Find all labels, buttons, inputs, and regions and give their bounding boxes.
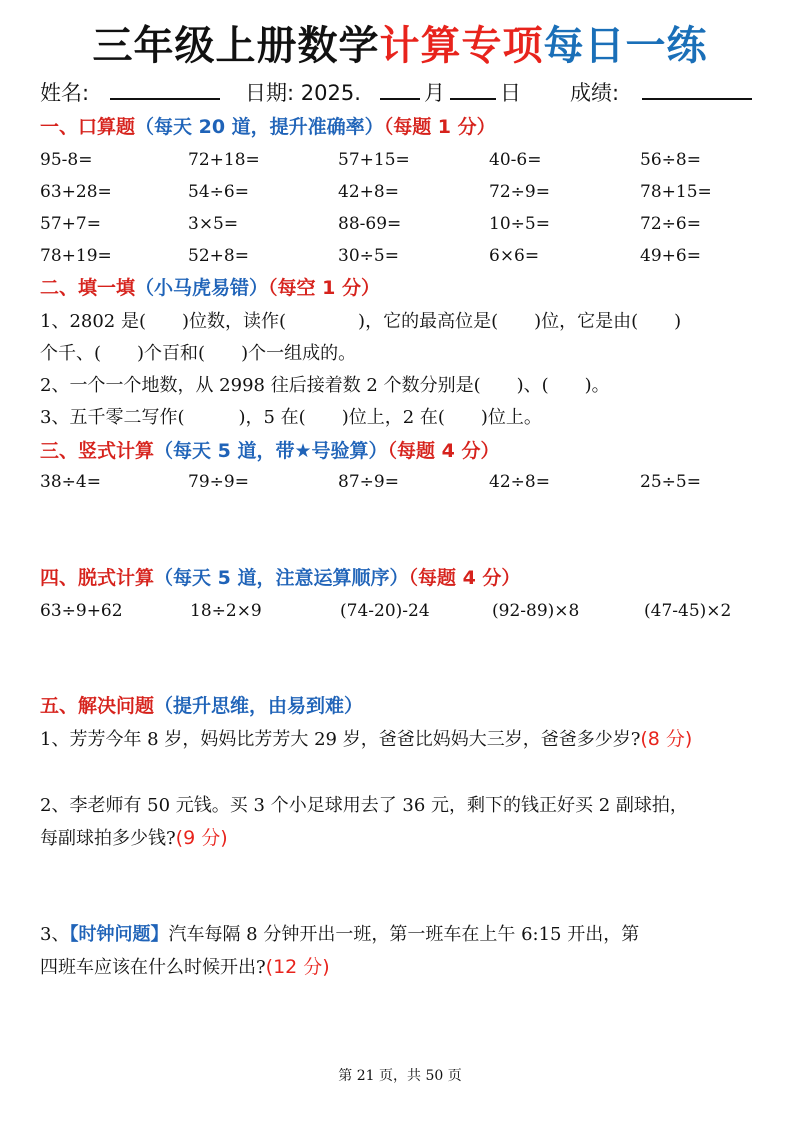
section-step-note: （每天 5 道，注意运算顺序） [154, 567, 409, 589]
section-fill-points: （每空 1 分） [268, 277, 380, 299]
problem-2-question: 每副球拍多少钱? [40, 828, 176, 849]
student-info-row [40, 76, 760, 110]
vertical-item: 25÷5= [640, 472, 701, 492]
oral-item: 78+15= [640, 182, 712, 202]
step-item: (74-20)-24 [340, 601, 430, 621]
problem-2-line-2 [40, 822, 770, 855]
month-label: 月 [424, 81, 445, 105]
problem-1 [40, 723, 770, 756]
oral-item: 3×5= [188, 214, 239, 234]
vertical-item: 87÷9= [338, 472, 399, 492]
section-vertical-heading [40, 436, 499, 466]
step-row [40, 595, 770, 627]
oral-row [40, 240, 770, 272]
fill-question-1-line-2: 个千、( )个百和( )个一组成的。 [40, 343, 357, 364]
page-number: 第 21 页，共 50 页 [338, 1068, 462, 1084]
oral-item: 10÷5= [489, 214, 550, 234]
section-oral-points: （每题 1 分） [383, 116, 496, 138]
oral-item: 54÷6= [188, 182, 249, 202]
section-vertical-title: 三、竖式计算 [40, 440, 155, 462]
oral-item: 42+8= [338, 182, 399, 202]
date-label: 日期: 2025. [245, 81, 361, 105]
section-vertical-note: （每天 5 道，带★号验算） [154, 440, 388, 462]
section-fill-heading [40, 273, 380, 303]
title-part-grade: 三年级上册数学 [92, 23, 380, 69]
oral-item: 95-8= [40, 150, 93, 170]
oral-item: 78+19= [40, 246, 112, 266]
step-item: (92-89)×8 [492, 601, 580, 621]
section-problems-heading [40, 691, 363, 721]
problem-3-number: 3、 [40, 924, 70, 945]
problem-3-text: 汽车每隔 8 分钟开出一班，第一班车在上午 6:15 开出，第 [168, 924, 640, 945]
oral-item: 56÷8= [640, 150, 701, 170]
step-item: (47-45)×2 [644, 601, 732, 621]
step-item: 18÷2×9 [190, 601, 262, 621]
section-step-title: 四、脱式计算 [40, 567, 155, 589]
name-blank[interactable] [110, 76, 220, 110]
vertical-row [40, 466, 770, 498]
problem-3-question: 四班车应该在什么时候开出? [40, 957, 266, 978]
section-vertical-points: （每题 4 分） [387, 440, 500, 462]
oral-item: 72÷6= [640, 214, 701, 234]
oral-item: 49+6= [640, 246, 701, 266]
title-part-daily: 每日一练 [543, 23, 708, 69]
section-step-heading [40, 563, 520, 593]
section-fill-note: （小马虎易错） [135, 277, 269, 299]
month-blank[interactable] [380, 76, 420, 110]
page-title [0, 18, 800, 74]
section-problems-title: 五、解决问题 [40, 695, 155, 717]
problem-2-points: (9 分) [175, 827, 228, 849]
oral-item: 72+18= [188, 150, 260, 170]
problem-3-points: (12 分) [265, 956, 330, 978]
oral-item: 63+28= [40, 182, 112, 202]
oral-item: 57+15= [338, 150, 410, 170]
section-oral-title: 一、口算题 [40, 116, 136, 138]
fill-question-1-line-1: 1、2802 是( )位数，读作( )，它的最高位是( )位，它是由( ) [40, 311, 682, 332]
fill-question-3: 3、五千零二写作( )，5 在( )位上，2 在( )位上。 [40, 407, 542, 428]
name-label: 姓名: [40, 81, 90, 105]
oral-item: 30÷5= [338, 246, 399, 266]
score-label: 成绩: [570, 81, 620, 105]
problem-2-line-1: 2、李老师有 50 元钱。买 3 个小足球用去了 36 元，剩下的钱正好买 2 副球拍， [40, 795, 688, 816]
section-problems-note: （提升思维，由易到难） [154, 695, 364, 717]
oral-row [40, 144, 770, 176]
problem-3-tag: 【时钟问题】 [69, 924, 169, 945]
oral-item: 52+8= [188, 246, 249, 266]
vertical-item: 42÷8= [489, 472, 550, 492]
oral-item: 6×6= [489, 246, 540, 266]
section-oral-heading [40, 112, 496, 142]
problem-1-points: (8 分) [640, 728, 693, 750]
problem-3-line-2 [40, 951, 770, 984]
fill-question-2: 2、一个一个地数，从 2998 往后接着数 2 个数分别是( )、( )。 [40, 375, 610, 396]
problem-1-text: 1、芳芳今年 8 岁，妈妈比芳芳大 29 岁，爸爸比妈妈大三岁，爸爸多少岁? [40, 729, 641, 750]
section-step-points: （每题 4 分） [408, 567, 521, 589]
vertical-item: 79÷9= [188, 472, 249, 492]
oral-item: 40-6= [489, 150, 542, 170]
oral-item: 57+7= [40, 214, 101, 234]
score-blank[interactable] [642, 76, 752, 110]
step-item: 63÷9+62 [40, 601, 123, 621]
day-label: 日 [500, 81, 521, 105]
section-oral-note: （每天 20 道，提升准确率） [135, 116, 384, 138]
oral-row [40, 208, 770, 240]
section-fill-title: 二、填一填 [40, 277, 136, 299]
problem-3-line-1 [40, 919, 770, 951]
oral-row [40, 176, 770, 208]
title-part-topic: 计算专项 [379, 23, 544, 69]
oral-item: 72÷9= [489, 182, 550, 202]
oral-item: 88-69= [338, 214, 402, 234]
day-blank[interactable] [450, 76, 496, 110]
vertical-item: 38÷4= [40, 472, 101, 492]
